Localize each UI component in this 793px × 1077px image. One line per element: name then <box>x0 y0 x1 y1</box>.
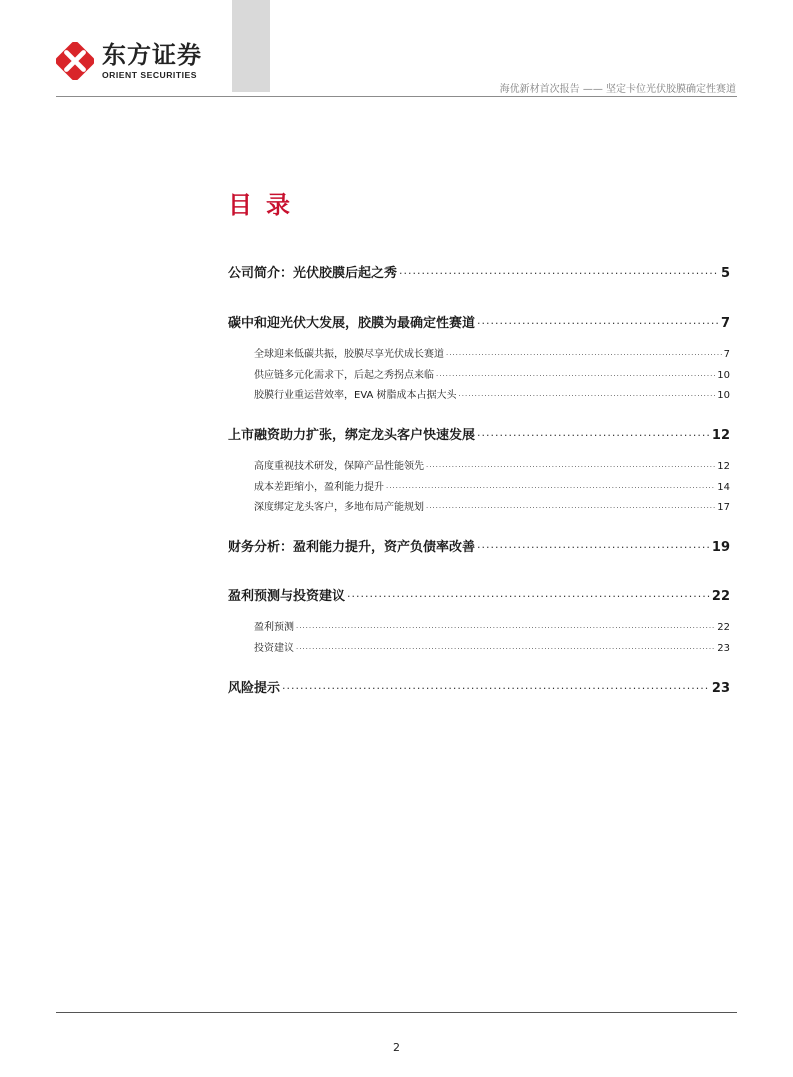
toc-entry-title: 盈利预测与投资建议 <box>228 589 346 604</box>
toc-leader-dots <box>477 426 710 439</box>
toc-entry-page: 5 <box>720 266 730 281</box>
toc-entry-title: 公司简介：光伏胶膜后起之秀 <box>228 266 398 281</box>
toc-entry-page: 17 <box>717 502 730 513</box>
toc-entry-title: 全球迎来低碳共振，胶膜尽享光伏成长赛道 <box>254 349 444 360</box>
toc-entry-title: 财务分析：盈利能力提升，资产负债率改善 <box>228 540 476 555</box>
orient-securities-logo <box>56 42 226 86</box>
page-number: 2 <box>393 1041 400 1054</box>
toc-leader-dots <box>436 368 715 378</box>
toc-subentry[interactable] <box>254 498 730 513</box>
toc-subentry[interactable] <box>254 366 730 381</box>
toc-leader-dots <box>426 459 715 469</box>
toc-entry-title: 风险提示 <box>228 681 281 696</box>
toc-entry-title: 高度重视技术研发，保障产品性能领先 <box>254 461 424 472</box>
toc-entry-page: 23 <box>711 681 730 696</box>
toc-leader-dots <box>296 641 715 651</box>
toc-entry-title: 盈利预测 <box>254 622 294 633</box>
toc-entry[interactable] <box>228 312 730 331</box>
toc-subentry[interactable] <box>254 478 730 493</box>
toc-entry-title: 胶膜行业重运营效率，EVA 树脂成本占据大头 <box>254 390 457 401</box>
logo-mark-icon <box>56 42 94 80</box>
toc-leader-dots <box>459 388 716 398</box>
toc-entry-page: 22 <box>711 589 730 604</box>
toc-subentry[interactable] <box>254 639 730 654</box>
toc-entry-title: 上市融资助力扩张，绑定龙头客户快速发展 <box>228 428 476 443</box>
toc-entry-page: 22 <box>717 622 730 633</box>
logo-english-name: ORIENT SECURITIES <box>102 70 197 80</box>
header-divider <box>56 96 737 97</box>
footer-divider <box>56 1012 737 1013</box>
toc-leader-dots <box>446 347 722 357</box>
toc-subentry[interactable] <box>254 618 730 633</box>
toc-subentry[interactable] <box>254 345 730 360</box>
toc-title: 目录 <box>228 191 304 219</box>
report-title-header: 海优新材首次报告 —— 坚定卡位光伏胶膜确定性赛道 <box>499 84 736 95</box>
toc-entry-title: 深度绑定龙头客户，多地布局产能规划 <box>254 502 424 513</box>
toc-leader-dots <box>477 314 719 327</box>
toc-entry-title: 投资建议 <box>254 643 294 654</box>
toc-entry[interactable] <box>228 677 730 696</box>
toc-entry-page: 10 <box>717 390 730 401</box>
toc-entry-page: 10 <box>717 370 730 381</box>
toc-entry[interactable] <box>228 585 730 604</box>
toc-leader-dots <box>477 538 710 551</box>
toc-entry-page: 12 <box>711 428 730 443</box>
toc-entry[interactable] <box>228 536 730 555</box>
toc-entry-page: 7 <box>723 349 730 360</box>
toc-entry-page: 7 <box>720 316 730 331</box>
toc-subentry[interactable] <box>254 457 730 472</box>
toc-leader-dots <box>296 620 715 630</box>
toc-leader-dots <box>282 679 710 692</box>
toc-leader-dots <box>399 264 719 277</box>
toc-leader-dots <box>386 480 715 490</box>
toc-entry-page: 14 <box>717 482 730 493</box>
logo-chinese-name: 东方证券 <box>102 41 202 69</box>
toc-subentry[interactable] <box>254 386 730 401</box>
toc-entry-page: 19 <box>711 540 730 555</box>
toc-leader-dots <box>426 500 715 510</box>
toc-entry-title: 成本差距缩小，盈利能力提升 <box>254 482 384 493</box>
toc-leader-dots <box>347 587 710 600</box>
toc-entry[interactable] <box>228 424 730 443</box>
toc-entry-page: 12 <box>717 461 730 472</box>
toc-entry[interactable] <box>228 262 730 281</box>
toc-entry-title: 碳中和迎光伏大发展，胶膜为最确定性赛道 <box>228 316 476 331</box>
toc-entry-page: 23 <box>717 643 730 654</box>
header-gray-tab <box>232 0 270 92</box>
toc-entry-title: 供应链多元化需求下，后起之秀拐点来临 <box>254 370 434 381</box>
